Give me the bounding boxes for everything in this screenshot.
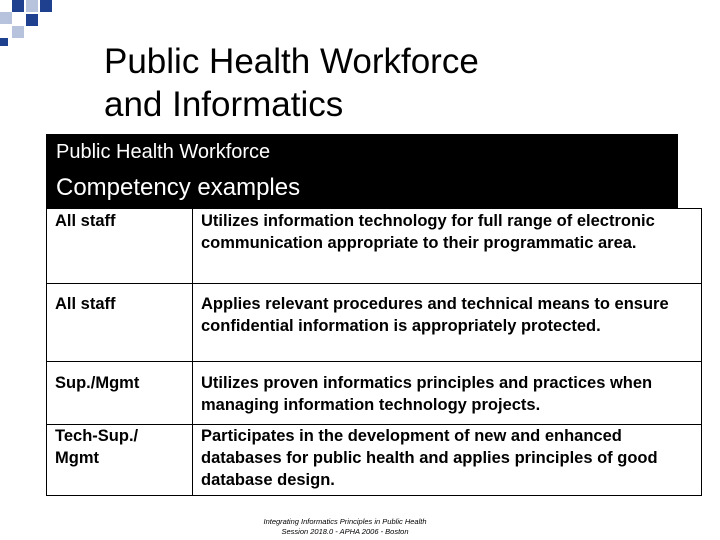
- decorative-squares: [0, 0, 60, 50]
- footer-line-2: Session 2018.0 - APHA 2006 - Boston: [281, 527, 409, 536]
- header-line-2: Competency examples: [56, 174, 301, 201]
- square-decoration: [0, 38, 8, 46]
- square-decoration: [0, 12, 12, 24]
- square-decoration: [40, 0, 52, 12]
- table-header: [46, 134, 678, 208]
- square-decoration: [12, 0, 24, 12]
- header-line-1: Public Health Workforce: [56, 141, 271, 163]
- slide-title: [104, 40, 664, 126]
- square-decoration: [26, 0, 38, 12]
- competency-cell: Utilizes information technology for full range of electronic communication appropriate to their programmatic area.: [193, 209, 702, 284]
- role-cell: All staff: [47, 209, 193, 284]
- competency-cell: Participates in the development of new and enhanced databases for public health and applies principles of good database design.: [193, 425, 702, 496]
- table-row: [47, 425, 702, 496]
- title-line-1: Public Health Workforce: [104, 42, 479, 81]
- role-cell: Sup./Mgmt: [47, 362, 193, 425]
- competency-cell: Utilizes proven informatics principles and practices when managing information technology projects.: [193, 362, 702, 425]
- role-cell: Tech-Sup./ Mgmt: [47, 425, 193, 496]
- square-decoration: [12, 26, 24, 38]
- footer-caption: [180, 517, 510, 537]
- square-decoration: [26, 14, 38, 26]
- competency-table: [46, 208, 702, 496]
- table-row: [47, 362, 702, 425]
- table-row: [47, 284, 702, 362]
- title-line-2: and Informatics: [104, 85, 344, 124]
- table-row: [47, 209, 702, 284]
- footer-line-1: Integrating Informatics Principles in Public Health: [263, 517, 427, 526]
- competency-cell: Applies relevant procedures and technical means to ensure confidential information is appropriately protected.: [193, 284, 702, 362]
- role-cell: All staff: [47, 284, 193, 362]
